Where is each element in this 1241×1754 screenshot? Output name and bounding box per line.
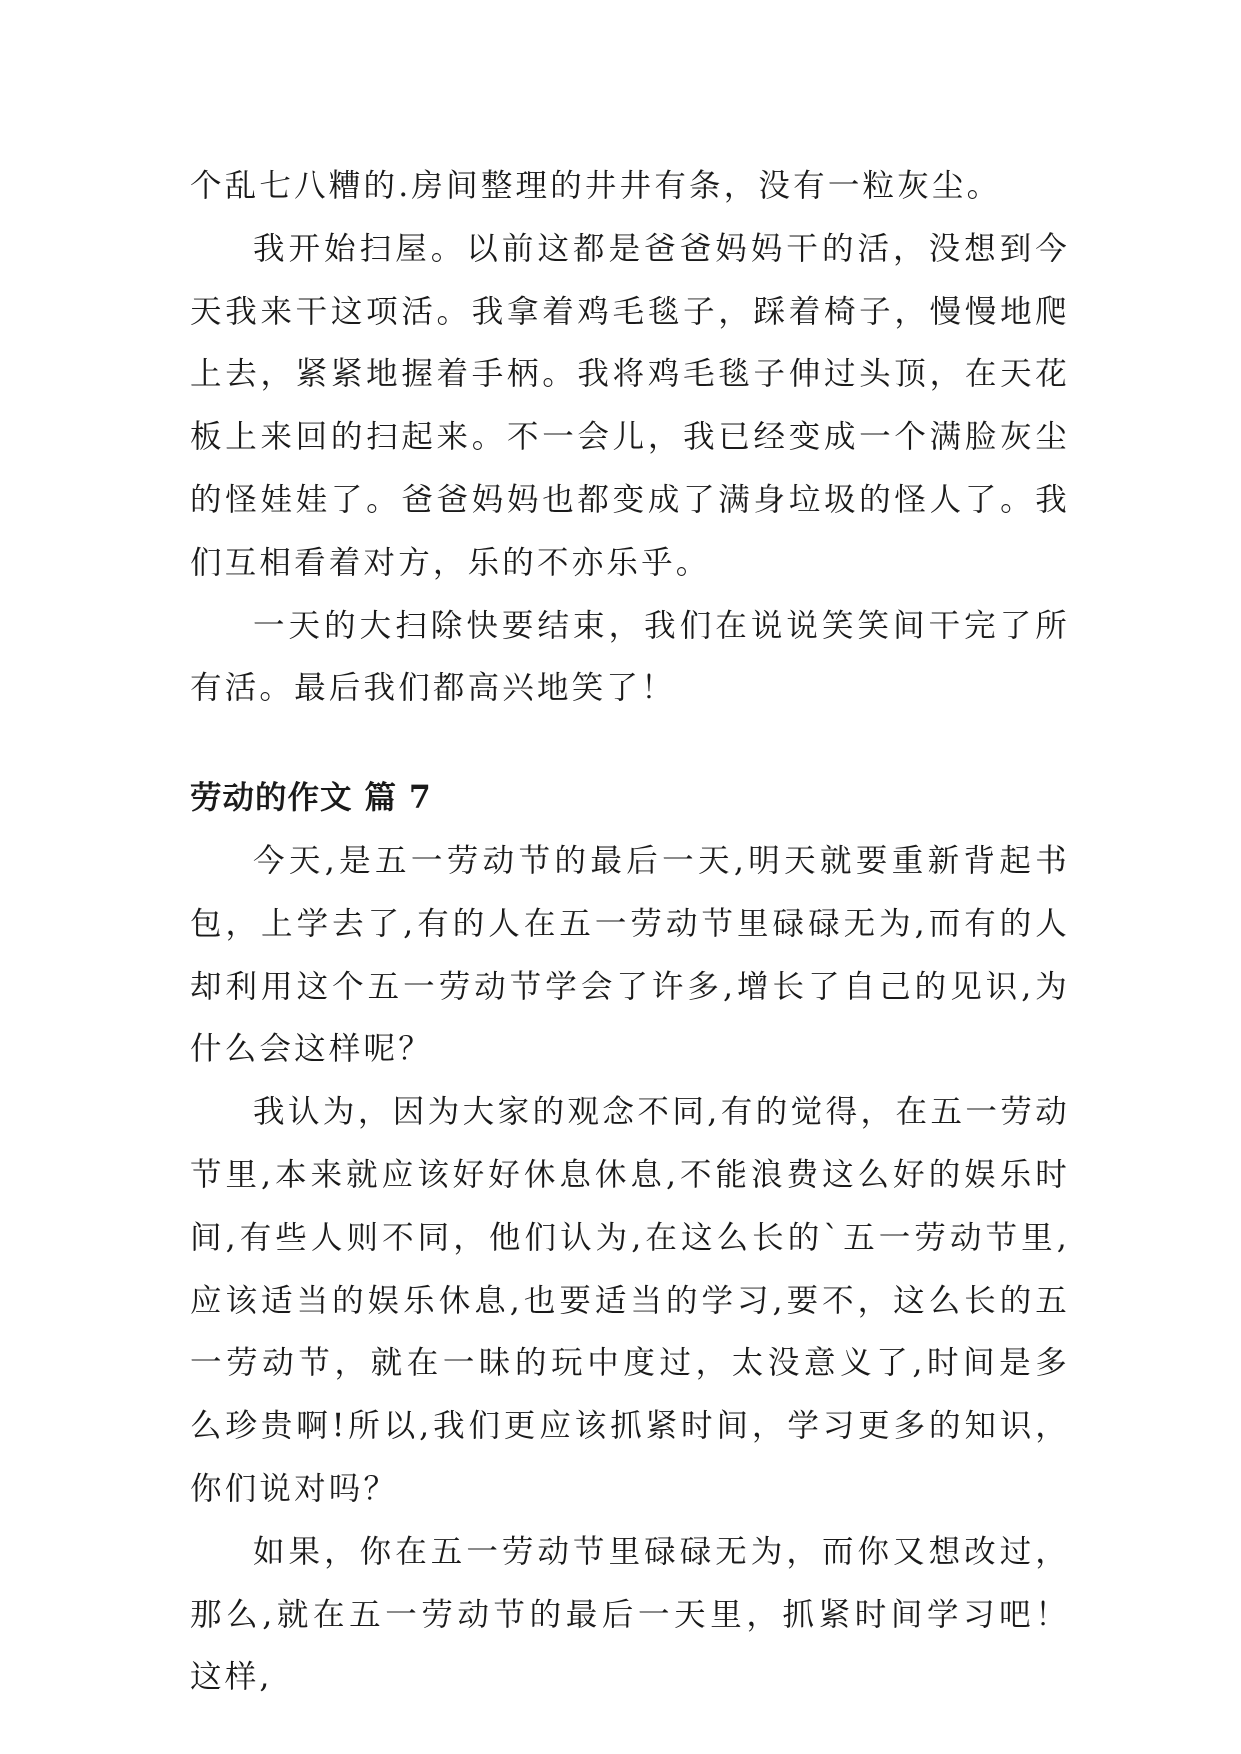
section-title: 劳动的作文 篇 7 bbox=[190, 779, 432, 817]
paragraph: 我认为，因为大家的观念不同,有的觉得，在五一劳动节里,本来就应该好好休息休息,不能浪费这么好的娱乐时间,有些人则不同，他们认为,在这么长的`五一劳动节里,应该适当的娱乐休息,也要适当的学习,要不，这么长的五一劳动节，就在一昧的玩中度过，太没意义了,时间是多么珍贵啊!所以,我们更应该抓紧时间，学习更多的知识，你们说对吗？ bbox=[190, 1094, 1070, 1507]
paragraph: 如果，你在五一劳动节里碌碌无为，而你又想改过，那么,就在五一劳动节的最后一天里，抓紧时间学习吧！这样, bbox=[190, 1533, 1070, 1696]
paragraph: 一天的大扫除快要结束，我们在说说笑笑间干完了所有活。最后我们都高兴地笑了！ bbox=[190, 607, 1070, 707]
paragraph: 个乱七八糟的.房间整理的井井有条，没有一粒灰尘。 bbox=[190, 168, 1002, 204]
paragraph: 今天,是五一劳动节的最后一天,明天就要重新背起书包，上学去了,有的人在五一劳动节里碌碌无为,而有的人却利用这个五一劳动节学会了许多,增长了自己的见识,为什么会这样呢？ bbox=[190, 842, 1071, 1068]
document-page bbox=[190, 155, 1070, 1715]
paragraph: 我开始扫屋。以前这都是爸爸妈妈干的活，没想到今天我来干这项活。我拿着鸡毛毯子，踩着椅子，慢慢地爬上去，紧紧地握着手柄。我将鸡毛毯子伸过头顶，在天花板上来回的扫起来。不一会儿，我已经变成一个满脸灰尘的怪娃娃了。爸爸妈妈也都变成了满身垃圾的怪人了。我们互相看着对方，乐的不亦乐乎。 bbox=[190, 230, 1070, 581]
